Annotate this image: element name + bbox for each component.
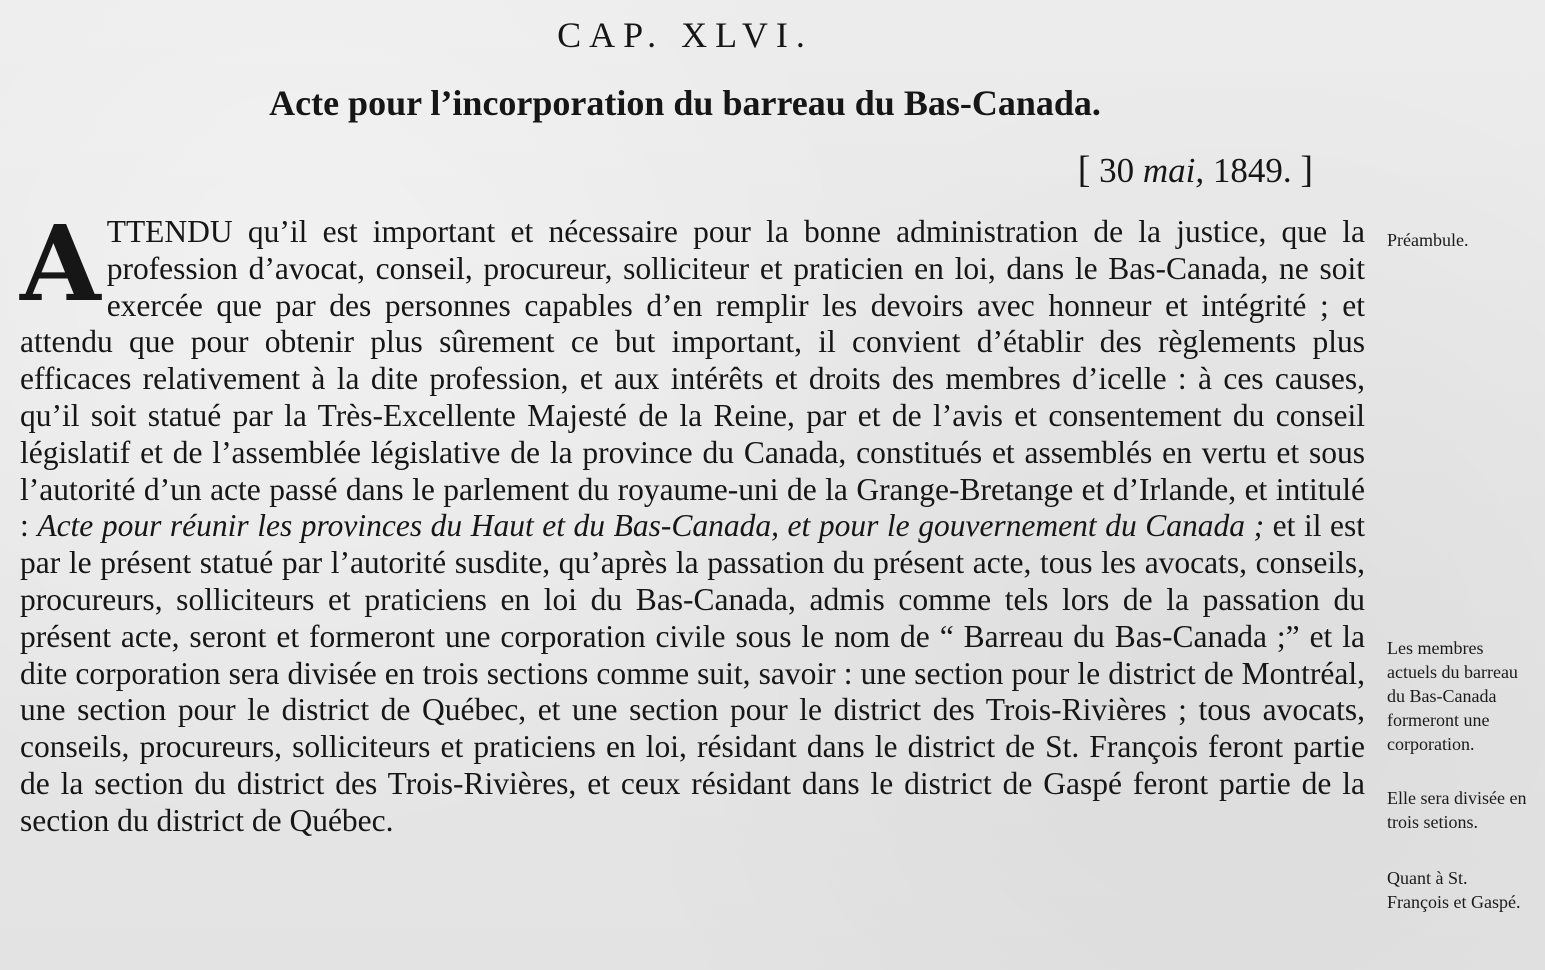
body-part-1: TTENDU qu’il est important et nécessaire pour la bonne administration de la justice, que la profession d’avocat, conseil, procureur, solliciteur et praticien en loi, dans le Bas-Canada, ne soit exercée que par des personnes capables d’en remplir les devoirs avec honneur et intégrité ; et attendu que pour obtenir plus sûrement ce but important, il convient d’établir des règlements plus efficaces relativement à la dite profession, et aux intérêts et droits des membres d’icelle : à ces causes, qu’il soit statué par la Très-Excellente Majesté de la Reine, par et de l’avis et consentement du conseil législatif et de l’assemblée législative de la province du Canada, constitués et assemblés en vertu et sous l’autorité d’un acte passé dans le parlement du royaume-uni de la Grange-Bretange et d’Irlande, et intitulé : — [20, 214, 1365, 544]
date-year: 1849. — [1212, 151, 1292, 190]
body-part-2: et il est par le présent statué par l’autorité susdite, qu’après la passation du présent acte, tous les avocats, conseils, procureurs, solliciteurs et praticiens en loi du Bas-Canada, admis comme tels lors de la passation du présent acte, seront et formeront une corporation civile sous le nom de “ Barreau du Bas-Canada ;” et la dite corporation sera divisée en trois sections comme suit, savoir : une section pour le district de Montréal, une section pour le district de Québec, et une section pour le district des Trois-Rivières ; tous avocats, conseils, procureurs, solliciteurs et praticiens en loi, résidant dans le district de St. François feront partie de la section du district des Trois-Rivières, et ceux résidant dans le district de Gaspé feront partie de la section du district de Québec. — [20, 508, 1366, 838]
date-bracket-close: ] — [1300, 149, 1313, 191]
act-date — [1078, 148, 1313, 192]
act-title: Acte pour l’incorporation du barreau du Bas-Canada. — [269, 83, 1101, 123]
margin-note-preamble: Préambule. — [1387, 230, 1469, 250]
date-bracket-open: [ — [1077, 149, 1091, 191]
date-day: 30 — [1099, 151, 1135, 190]
date-month: mai, — [1142, 151, 1205, 190]
margin-note-st-francois: Quant à St. François et Gaspé. — [1387, 868, 1521, 912]
chapter-heading: CAP. XLVI. — [557, 15, 813, 55]
act-body — [20, 202, 1366, 840]
body-italic-title: Acte pour réunir les provinces du Haut et du Bas-Canada, et pour le gouvernement du Canada ; — [37, 508, 1265, 544]
drop-cap: A — [20, 202, 101, 325]
margin-note-members: Les membres actuels du barreau du Bas-Canada formeront une corporation. — [1387, 638, 1518, 754]
margin-note-sections: Elle sera divisée en trois setions. — [1387, 788, 1527, 832]
